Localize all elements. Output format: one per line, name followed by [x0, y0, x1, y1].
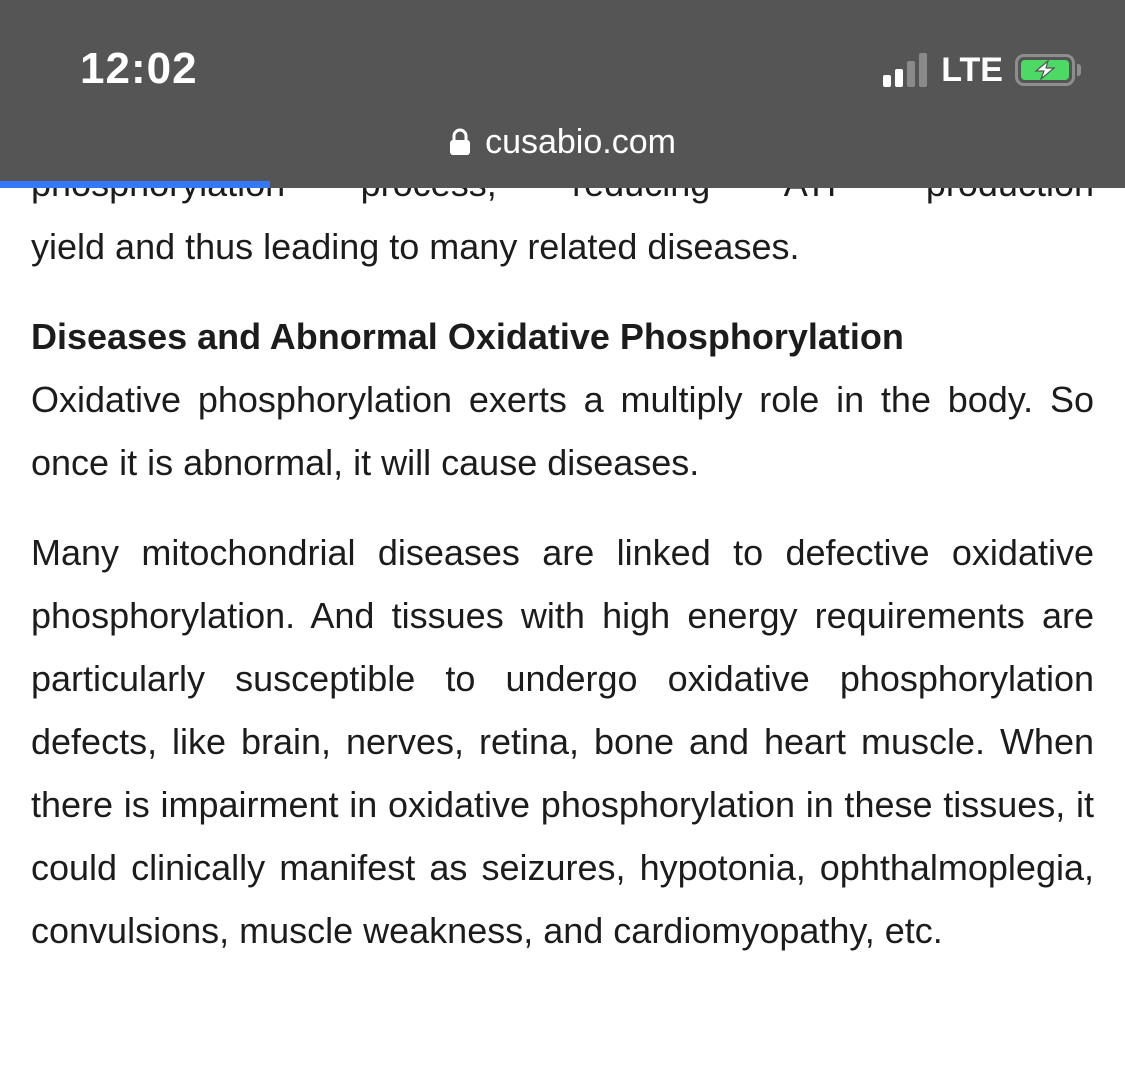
lead-text: yield and thus leading to many related diseases. [31, 226, 800, 267]
status-indicators [883, 50, 1081, 90]
lock-icon [449, 128, 471, 156]
address-bar[interactable] [0, 120, 1125, 164]
battery-tip [1077, 64, 1081, 76]
page-url[interactable]: cusabio.com [485, 123, 676, 161]
page-load-progress-bar [0, 181, 1125, 188]
paragraph-mitochondrial-diseases: Many mitochondrial diseases are linked to defective oxidative phosphorylation. And tissues with high energy requirements are particularly susceptible to undergo oxidative phosphorylation defects, like brain, nerves, retina, bone and heart muscle. When there is impairment in oxidative phosphorylation in these tissues, it could clinically manifest as seizures, hypotonia, ophthalmoplegia, convulsions, muscle weakness, and cardiomyopathy, etc. [31, 532, 1094, 951]
article-body [31, 152, 1094, 962]
cellular-signal-icon [883, 53, 927, 87]
section-heading: Diseases and Abnormal Oxidative Phosphorylation [31, 316, 904, 357]
status-time: 12:02 [80, 44, 198, 93]
page-load-progress-fill [0, 181, 270, 188]
browser-chrome [0, 0, 1125, 188]
paragraph-intro: Oxidative phosphorylation exerts a multiply role in the body. So once it is abnormal, it will cause diseases. [31, 379, 1094, 483]
battery-charging-icon [1015, 54, 1075, 86]
network-type-label: LTE [941, 51, 1003, 89]
